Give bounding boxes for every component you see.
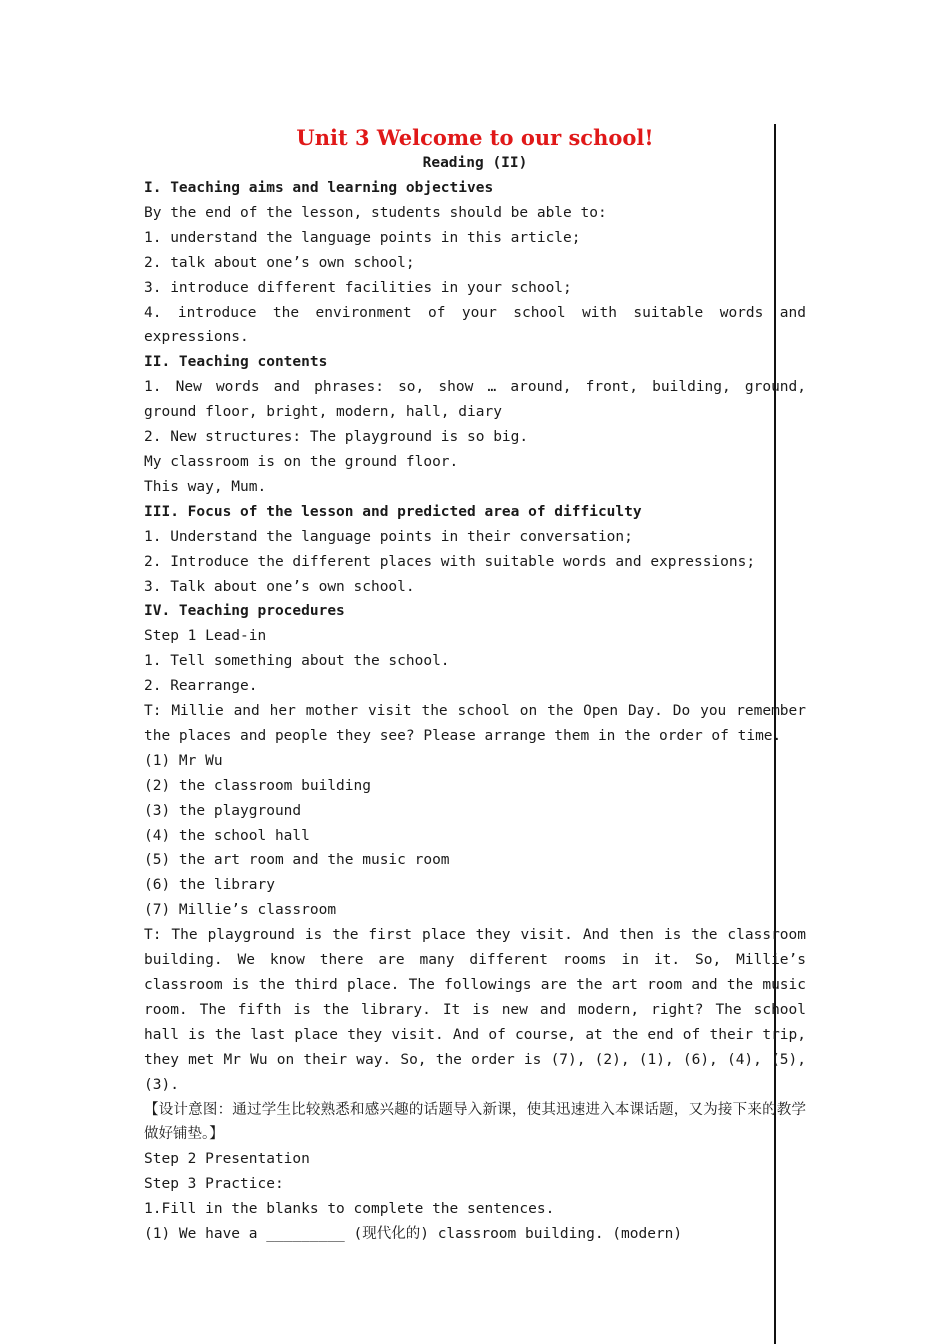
section-heading-procedures: IV. Teaching procedures	[144, 603, 345, 620]
list-item: 1. Tell something about the school.	[144, 653, 450, 670]
step-heading: Step 3 Practice:	[144, 1176, 284, 1193]
aims-intro: By the end of the lesson, students should be able to:	[144, 204, 607, 221]
list-item: This way, Mum.	[144, 478, 267, 495]
list-item: 2. New structures: The playground is so big.	[144, 429, 529, 446]
practice-question: (1) We have a _________ (现代化的) classroom building. (modern)	[144, 1226, 683, 1243]
list-item: My classroom is on the ground floor.	[144, 453, 459, 470]
list-item: 3. introduce different facilities in your school;	[144, 279, 572, 296]
page-subtitle: Reading (II)	[422, 155, 528, 171]
step-heading: Step 2 Presentation	[144, 1151, 310, 1168]
practice-instruction: 1.Fill in the blanks to complete the sentences.	[144, 1201, 555, 1218]
order-item: (7) Millie’s classroom	[144, 902, 337, 919]
list-item: 4. introduce the environment of your school with suitable words and expressions.	[144, 304, 806, 346]
list-item: 3. Talk about one’s own school.	[144, 578, 415, 595]
order-item: (1) Mr Wu	[144, 752, 223, 769]
section-heading-aims: I. Teaching aims and learning objectives	[144, 180, 494, 196]
order-item: (5) the art room and the music room	[144, 852, 450, 869]
teacher-paragraph: T: The playground is the first place they visit. And then is the classroom building. We know there are many different rooms in it. So, Millie’s classroom is the third place. The followings are the art room and the music room. The fifth is the library. It is new and modern, right? The school hall is the last place they visit. And of course, at the end of their trip, they met Mr Wu on their way. So, the order is (7), (2), (1), (6), (4), (5), (3).	[144, 927, 806, 1093]
teacher-paragraph: T: Millie and her mother visit the school on the Open Day. Do you remember the places and people they see? Please arrange them in the order of time.	[144, 703, 806, 744]
design-note: 【设计意图：通过学生比较熟悉和感兴趣的话题导入新课，使其迅速进入本课话题，又为接下来的教学做好铺垫。】	[144, 1101, 806, 1143]
list-item: 1. understand the language points in this article;	[144, 229, 581, 246]
section-heading-focus: III. Focus of the lesson and predicted area of difficulty	[144, 503, 642, 520]
order-item: (2) the classroom building	[144, 777, 371, 794]
list-item: 2. Introduce the different places with suitable words and expressions;	[144, 553, 756, 570]
list-item: 2. talk about one’s own school;	[144, 254, 415, 271]
list-item: 1. New words and phrases: so, show … around, front, building, ground, ground floor, bright, modern, hall, diary	[144, 379, 806, 421]
order-item: (3) the playground	[144, 802, 302, 819]
page-title: Unit 3 Welcome to our school!	[296, 125, 654, 150]
document-page	[144, 124, 806, 1247]
section-heading-contents: II. Teaching contents	[144, 354, 328, 371]
order-item: (6) the library	[144, 877, 275, 894]
list-item: 2. Rearrange.	[144, 678, 258, 695]
step-heading: Step 1 Lead-in	[144, 628, 267, 645]
order-item: (4) the school hall	[144, 827, 310, 844]
list-item: 1. Understand the language points in their conversation;	[144, 528, 633, 545]
